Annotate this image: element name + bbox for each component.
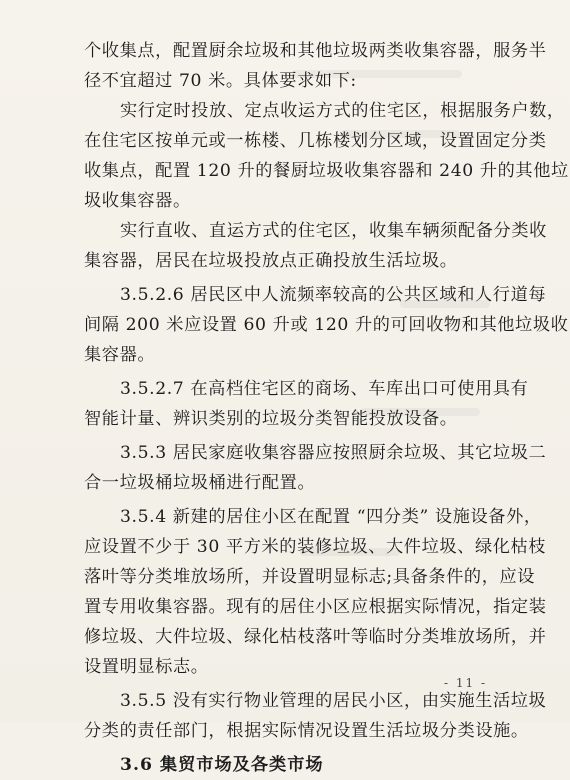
clause-3-5-2-6: 3.5.2.6 居民区中人流频率较高的公共区域和人行道每 — [120, 285, 547, 305]
page-number: - 11 - — [444, 676, 488, 690]
clause-3-5-3: 3.5.3 居民家庭收集容器应按照厨余垃圾、其它垃圾二 — [120, 443, 547, 463]
text-line: 智能计量、辨识类别的垃圾分类智能投放设备。 — [84, 409, 458, 429]
text-line: 集容器。 — [84, 345, 156, 365]
text-line: 设置明显标志。 — [84, 657, 209, 677]
paragraph-start: 实行直收、直运方式的住宅区，收集车辆须配备分类收 — [120, 221, 547, 241]
text-line: 在住宅区按单元或一栋楼、几栋楼划分区域，设置固定分类 — [84, 131, 547, 151]
text-line: 圾收集容器。 — [84, 191, 191, 211]
paragraph-start: 实行定时投放、定点收运方式的住宅区，根据服务户数， — [120, 101, 565, 121]
document-body — [84, 36, 569, 780]
clause-3-5-2-7: 3.5.2.7 在高档住宅区的商场、车库出口可使用具有 — [120, 379, 529, 399]
text-line: 合一垃圾桶垃圾桶进行配置。 — [84, 473, 316, 493]
clause-3-5-5: 3.5.5 没有实行物业管理的居民小区，由实施生活垃圾 — [120, 691, 547, 711]
text-line: 个收集点，配置厨余垃圾和其他垃圾两类收集容器，服务半 — [84, 41, 547, 61]
text-line: 间隔 200 米应设置 60 升或 120 升的可回收物和其他垃圾收 — [84, 315, 569, 335]
text-line: 置专用收集容器。现有的居住小区应根据实际情况，指定装 — [84, 597, 547, 617]
text-line: 径不宜超过 70 米。具体要求如下: — [84, 71, 357, 91]
section-heading-3-6: 3.6 集贸市场及各类市场 — [120, 755, 324, 775]
text-line: 落叶等分类堆放场所，并设置明显标志;具备条件的，应设 — [84, 567, 536, 587]
text-line: 集容器，居民在垃圾投放点正确投放生活垃圾。 — [84, 251, 458, 271]
text-line: 应设置不少于 30 平方米的装修垃圾、大件垃圾、绿化枯枝 — [84, 537, 547, 557]
text-line: 收集点，配置 120 升的餐厨垃圾收集容器和 240 升的其他垃 — [84, 161, 569, 181]
text-line: 修垃圾、大件垃圾、绿化枯枝落叶等临时分类堆放场所，并 — [84, 627, 547, 647]
clause-3-5-4: 3.5.4 新建的居住小区在配置 “四分类” 设施设备外， — [120, 507, 542, 527]
text-line: 分类的责任部门，根据实际情况设置生活垃圾分类设施。 — [84, 721, 529, 741]
